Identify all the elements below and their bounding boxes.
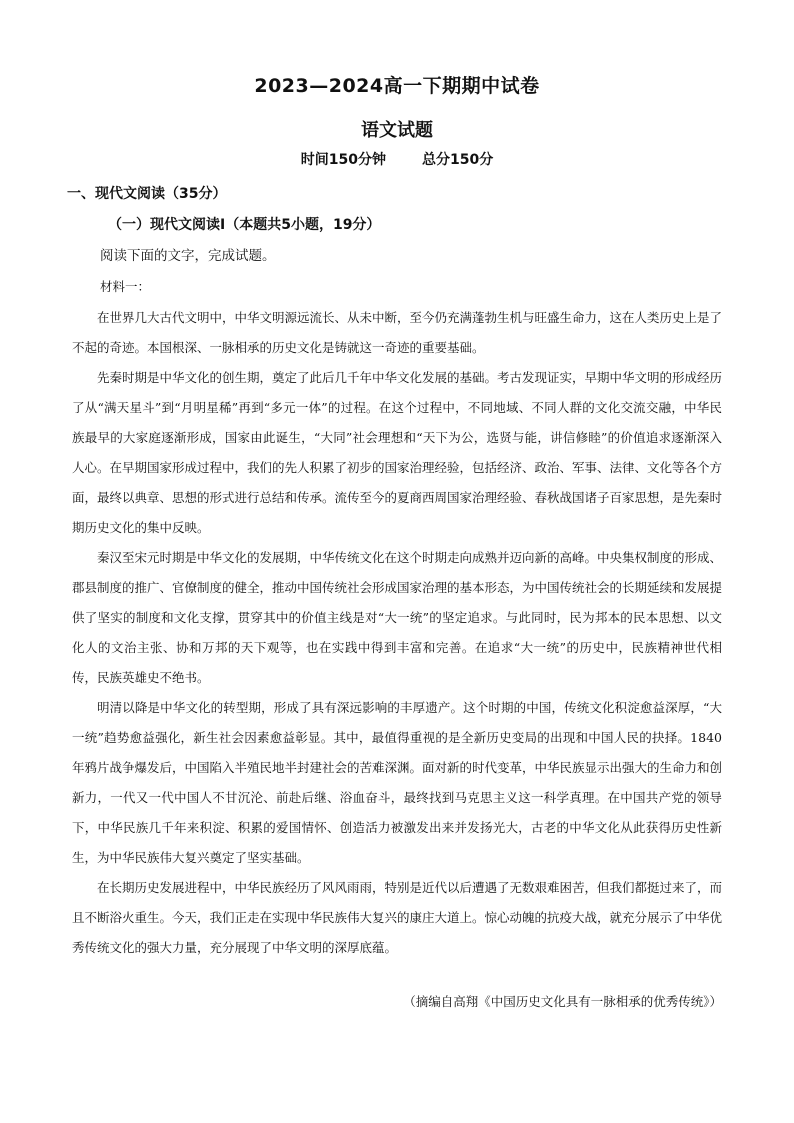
paragraph: 明清以降是中华文化的转型期，形成了具有深远影响的丰厚遗产。这个时期的中国，传统文化积淀愈益深厚，“大一统”趋势愈益强化，新生社会因素愈益彰显。其中，最值得重视的是全新历史变局的出现和中国人民的抉择。1840年鸦片战争爆发后，中国陷入半殖民地半封建社会的苦难深渊。面对新的时代变革，中华民族显示出强大的生命力和创新力，一代又一代中国人不甘沉沦、前赴后继、浴血奋斗，最终找到马克思主义这一科学真理。在中国共产党的领导下，中华民族几千年来积淀、积累的爱国情怀、创造活力被激发出来并发扬光大，古老的中华文化从此获得历史性新生，为中华民族伟大复兴奠定了坚实基础。 [72, 700, 723, 865]
paragraph: 秦汉至宋元时期是中华文化的发展期，中华传统文化在这个时期走向成熟并迈向新的高峰。中央集权制度的形成、郡县制度的推广、官僚制度的健全，推动中国传统社会形成国家治理的基本形态，为中国传统社会的长期延续和发展提供了坚实的制度和文化支撑，贯穿其中的价值主线是对“大一统”的坚定追求。与此同时，民为邦本的民本思想、以文化人的文治主张、协和万邦的天下观等，也在实践中得到丰富和完善。在追求“大一统”的历史中，民族精神世代相传，民族英雄史不绝书。 [72, 550, 723, 685]
source-citation: （摘编自高翔《中国历史文化具有一脉相承的优秀传统》） [403, 994, 722, 1009]
subsection-heading: （一）现代文阅读Ⅰ（本题共5小题，19分） [108, 217, 381, 233]
paragraph: 在长期历史发展进程中，中华民族经历了风风雨雨，特别是近代以后遭遇了无数艰难困苦，但我们都挺过来了，而且不断浴火重生。今天，我们正走在实现中华民族伟大复兴的康庄大道上。惊心动魄的抗疫大战，就充分展示了中华优秀传统文化的强大力量，充分展现了中华文明的深厚底蕴。 [72, 880, 723, 955]
paragraph: 在世界几大古代文明中，中华文明源远流长、从未中断，至今仍充满蓬勃生机与旺盛生命力，这在人类历史上是了不起的奇迹。本国根深、一脉相承的历史文化是铸就这一奇迹的重要基础。 [72, 310, 723, 355]
paragraph: 先秦时期是中华文化的创生期，奠定了此后几千年中华文化发展的基础。考古发现证实，早期中华文明的形成经历了从“满天星斗”到“月明星稀”再到“多元一体”的过程。在这个过程中，不同地域、不同人群的文化交流交融，中华民族最早的大家庭逐渐形成，国家由此诞生，“大同”社会理想和“天下为公，选贤与能，讲信修睦”的价值追求逐渐深入人心。在早期国家形成过程中，我们的先人积累了初步的国家治理经验，包括经济、政治、军事、法律、文化等各个方面，最终以典章、思想的形式进行总结和传承。流传至今的夏商西周国家治理经验、春秋战国诸子百家思想，是先秦时期历史文化的集中反映。 [72, 370, 723, 535]
exam-total-score: 总分150分 [422, 152, 494, 168]
exam-time: 时间150分钟 [300, 152, 386, 168]
exam-title: 2023—2024高一下期期中试卷 [254, 75, 540, 97]
material-body [72, 303, 722, 963]
section-heading: 一、现代文阅读（35分） [67, 186, 227, 202]
reading-instruction: 阅读下面的文字，完成试题。 [100, 248, 276, 264]
exam-meta [0, 149, 794, 169]
subject-title: 语文试题 [361, 120, 433, 141]
material-label: 材料一： [100, 279, 151, 294]
